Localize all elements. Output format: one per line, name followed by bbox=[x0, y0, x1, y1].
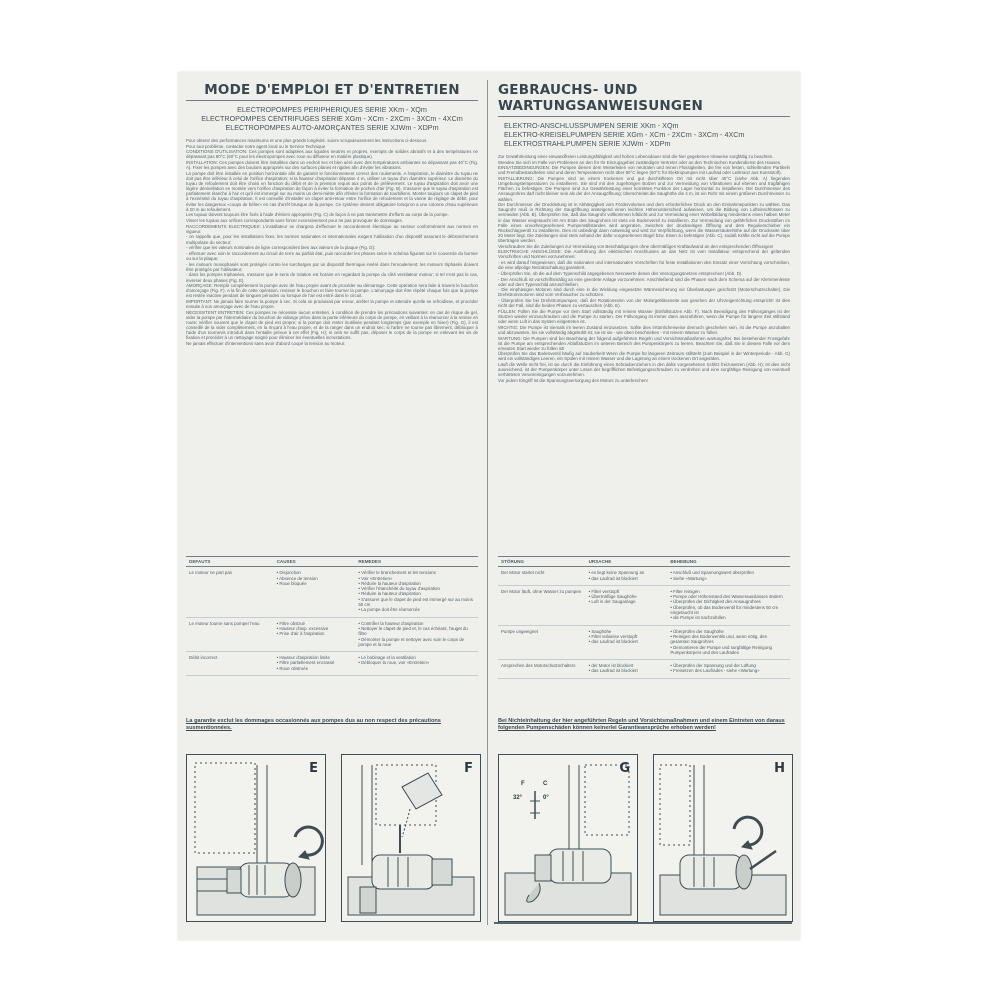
instruction-paragraph: CONDITIONS D'UTILISATION: Ces pompes sont adaptées aux liquides neutres et propres, exempts de solides abrasifs et à des températures ne dépassant pas 80°C (60°C pour les électropompes avec roue ou diffuseur en matière plastique). bbox=[186, 149, 478, 160]
fault-cell: Der Motor startet nicht bbox=[498, 567, 586, 586]
table-row bbox=[498, 585, 790, 625]
figure-f-panel bbox=[341, 754, 481, 922]
french-title: MODE D'EMPLOI ET D'ENTRETIEN bbox=[204, 82, 460, 98]
german-subtitle-2: ELEKTRO-KREISELPUMPEN SERIE XGm - XCm - 2XCm - 3XCm - 4XCm bbox=[504, 130, 745, 139]
german-subtitle-3: ELEKTROSTRAHLPUMPEN SERIE XJWm - XDPm bbox=[504, 139, 671, 148]
instruction-paragraph: RACCORDEMENTS ELECTRIQUES: L'installateur se chargera d'effectuer le raccordement électrique au secteur conformément aux normes en vigueur. bbox=[186, 223, 478, 234]
instruction-paragraph: INSTALLATION: Ces pompes doivent être installées dans un endroit sec et bien aéré avec des températures ambiantes ne dépassant pas 40°C (Fig. A). Fixer les pompes avec des boulons appropriés sur des surfaces planes et rigides afin d'éviter les vibrations. bbox=[186, 160, 478, 171]
table-row bbox=[186, 567, 478, 617]
french-subtitle-2: ELECTROPOMPES CENTRIFUGES SERIE XGm - XCm - 2XCm - 3XCm - 4XCm bbox=[201, 114, 463, 123]
figure-label: E bbox=[309, 761, 318, 776]
instruction-paragraph: - on rappelle que, pour les installations fixes, les normes nationales et internationales exigent l'utilisation d'un dispositif assurant le débranchement multipolaire du secteur; bbox=[186, 234, 478, 245]
instruction-paragraph: Verschrauben Sie die Zuleitungen zur Vermeidung von Beschädigungen ohne übermäßigen Kraftaufwand an den entsprechenden Öffnungen! bbox=[498, 243, 774, 249]
winter-draining-illustration bbox=[499, 755, 637, 921]
french-column bbox=[186, 82, 478, 347]
instruction-paragraph: - Der Anschluß ist vorschriftsmäßig an eine geerdete Anlage vorzunehmen. Anschließend sind die Phasen nach dem Schema auf der Klemmenleiste oder auf dem Typenschild anzuschließen. bbox=[498, 276, 790, 287]
figure-g-panel bbox=[498, 754, 638, 922]
german-title: GEBRAUCHS- UND WARTUNGSANWEISUNGEN bbox=[498, 82, 704, 114]
german-warranty-warning: Bei Nichteinhaltung der hier angeführten Regeln und Vorsichtsmaßnahmen und einem Eintreten von daraus folgenden Pumpenschäden können keinerlei Garantieansprüche erhoben werden! bbox=[498, 718, 785, 731]
instruction-paragraph: Läuft die Welle nicht frei, ist sie durch die Einführung eines Schraubenziehers in den dafür vorgesehenen Schlitz freizusetzen (Abb. H); ist dies nicht ausreichend, ist der Pumpenkörper unter Lösen der begrifflichen Befestigungsschrauben zu verdrehen und eine sorgfältige Reinigung von eventuell verhärteten Verunreinigungen vorzunehmen. bbox=[498, 362, 790, 378]
rotation-direction-illustration bbox=[187, 755, 325, 921]
german-subtitle-1: ELEKTRO-ANSCHLUSSPUMPEN SERIE XKm - XQm bbox=[504, 121, 679, 130]
instruction-paragraph: Les tuyaux doivent toujours être fixés à l'aide d'étriers appropriés (Fig. C) de façon à ne pas transmettre d'efforts au corps de la pompe. bbox=[186, 212, 449, 218]
french-instructions-body bbox=[186, 138, 478, 346]
temperature-32-label: 32° bbox=[513, 795, 523, 801]
instruction-paragraph: Wenden Sie sich im Falle von Problemen an den für Ihr Einzugsgebiet zuständigen Vertreter oder an den Technischen Kundendienst des Hauses. bbox=[498, 159, 782, 165]
instruction-paragraph: - vérifier que les valeurs nominales de ligne correspondent bien aux valeurs de la plaque (Fig. D); bbox=[186, 245, 376, 251]
table-row bbox=[186, 652, 478, 676]
celsius-label: C bbox=[543, 781, 548, 787]
instruction-paragraph: INSTALLIERUNG: Die Pumpen sind an einem trockenen und gut durchlüfteten Ort mit nicht über 40°C (siehe Abb. A) liegenden Umgebungstemperaturen zu installieren. Sie sind mit den zugehörigen Bolzen und zur Vermeidung von Vibrationen auf ebenen und tragfähigen Flächen zu befestigen. Die Pumpen sind zur Gewährleistung einer korrekten Funktion der Lager horizontal zu installieren. Der Durchmesser des Ansaugrohres darf nicht kleiner sein als der der Ansaugöffnung; überschreitet die Saughöhe die 4 m, ist ein Rohr mit einem größeren Durchmesser zu wählen. bbox=[498, 176, 790, 202]
german-column bbox=[498, 82, 790, 384]
instruction-paragraph: La pompe doit être installée en position horizontale afin de garantir le fonctionnement correct des roulements. A l'aspiration, le diamètre du tuyau ne doit pas être inférieur à celui de l'orifice d'aspiration; si la hauteur d'aspiration dépasse 4 m, utiliser un tuyau d'un diamètre supérieur. Le diamètre du tuyau de refoulement doit être choisi en fonction du débit et de la pression requis aux points de prélèvement. Le tuyau d'aspiration doit avoir une légère dénivellation en montée vers l'orifice d'aspiration de façon à éviter la formation de poches d'air (Fig. B). S'assurer que le tuyau d'aspiration est parfaitement étanche à l'air et qu'il est immergé sur au moins un demi-mètre afin d'éviter la formation de tourbillons. Monter toujours un clapet de pied à l'extrémité du tuyau d'aspiration. Il est conseillé d'installer un clapet anti-retour entre l'orifice de refoulement et la vanne de réglage de débit, pour éviter les dangereux «coups de bélier» en cas d'arrêt brusque de la pompe. Ce système devient obligatoire lorsqu'on a une colonne d'eau supérieure à 20 m au refoulement. bbox=[186, 170, 478, 212]
instruction-paragraph: - Überprüfen Sie bei Drehstrompumpen, daß der Rotationssinn von der Motorgebläseseite aus gesehen der Uhrzeigerrichtung entspricht! Ist dies nicht der Fall, sind die beiden Phasen zu vertauschen (Abb. E). bbox=[498, 298, 790, 309]
instruction-paragraph: Vor jedem Eingriff ist die Spannungsversorgung des Motors zu unterbrechen! bbox=[498, 378, 648, 384]
cause-cell: • Disjonction • Absence de tension • Roue bloquée bbox=[274, 567, 356, 617]
cause-cell: • Saughöhe • Filter teilweise verstopft • das Laufrad ist blockiert bbox=[586, 625, 668, 659]
instruction-paragraph: ELEKTRISCHE ANSCHLÜSSE: Die Ausführung des elektrischen Anschlusses an das Netz ist vom Installateur entsprechend der geltenden Vorschriften und Normen vorzunehmen: bbox=[498, 249, 790, 260]
shaft-unblocking-illustration bbox=[654, 755, 792, 921]
german-troubleshooting-table bbox=[498, 556, 790, 679]
remedy-cell: • Contrôler la hauteur d'aspiration • Nettoyer le clapet de pied et, le cas échéant, l'auget du filtre • Démonter la pompe et nettoyer avec soin le corps de pompe et la roue bbox=[355, 617, 478, 651]
cause-cell: • es liegt keine Spannung an • das Laufrad ist blockiert bbox=[586, 567, 668, 586]
remedy-cell: • Le bobinage et la ventilation • Débloquer la roue, voir «Entretien» bbox=[355, 652, 478, 676]
bottom-rule bbox=[494, 922, 792, 924]
instruction-paragraph: - dans les pompes triphasées, s'assurer que le sens de rotation est horaire en regardant la pompe du côté ventilateur moteur; si tel n'est pas le cas, inverser deux phases (Fig. E). bbox=[186, 272, 478, 283]
remedy-cell: • Überprüfen der Saughöhe • Reinigen des Bodenventils und, wenn nötig, des gesamten Saugrohres • Demontieren der Pumpe und sorgfältige Reinigung Pumpenkörpers und des Laufrades bbox=[667, 625, 790, 659]
instruction-paragraph: - es wird darauf hingewiesen, daß die nationalen und internationalen Vorschriften für feste Installationen den Einsatz einer Vorrichtung vorschreiben, die eine allpolige Netzabschaltung garantiert. bbox=[498, 260, 790, 271]
remedy-cell: • Filter reinigen • Pumpe oder Höhenstand des Wasserausslasses ändern • Überprüfen der Dichtigkeit des Ansaugrohres • Überprüfen, ob das Bodenventil für mindestens 50 cm eingetaucht ist • die Pumpe ist nachzufüllen bbox=[667, 585, 790, 625]
table-header: CAUSES bbox=[274, 557, 356, 567]
fahrenheit-label: F bbox=[521, 781, 525, 787]
column-divider bbox=[487, 80, 488, 925]
fault-cell: Débit incorrect bbox=[186, 652, 274, 676]
fault-cell: Der Motor läuft, ohne Wasser zu pumpen bbox=[498, 585, 586, 625]
french-troubleshooting-table bbox=[186, 556, 478, 676]
table-header: DEFAUTS bbox=[186, 557, 274, 567]
instruction-paragraph: WICHTIG: Die Pumpe ist niemals im leeren Zustand einzusetzen. Sollte dies irrtümlicherweise dennoch geschehen sein, ist die Pumpe anzuhalten und abzuwarten, bis sie vollständig abgekühlt ist; sie ist sie - wie oben beschrieben - mit reinem Wasser zu füllen. bbox=[498, 324, 790, 335]
figure-label: G bbox=[619, 761, 630, 776]
figure-e-panel bbox=[186, 754, 326, 922]
french-subtitle-3: ELECTROPOMPES AUTO-AMORÇANTES SERIE XJWm - XDPm bbox=[225, 123, 439, 132]
table-header: STÖRUNG bbox=[498, 557, 586, 567]
fault-cell: Le moteur ne part pas bbox=[186, 567, 274, 617]
instruction-paragraph: AMORÇAGE: Remplir complètement la pompe avec de l'eau propre avant de procéder au démarrage. Cette opération sera faite à travers le bouchon d'amorçage (Fig. F). A la fin de cette opération, revisser le bouchon et faire tourner la pompe. L'amorçage doit être répété chaque fois que la pompe est restée inactive pendant de longues périodes ou lorsque de l'air est entré dans le circuit. bbox=[186, 283, 478, 299]
instruction-paragraph: WARTUNG: Die Pumpen sind bei Beachtung der folgend aufgeführten Regeln und Vorsichtsmaßnahmen wartungsfrei: Bei bestehender Frostgefahr ist die Pumpe am entsprechenden Ablaßstutzen im unteren Bereich des Pumpenkörpers zu leeren. Beachten Sie, daß Sie in diesem Falle vor dem erneuten Start wieder zu füllen ist! bbox=[498, 335, 790, 351]
priming-illustration bbox=[342, 755, 480, 921]
instruction-paragraph: - Überprüfen Sie, ob die auf dem Typenschild angegebenen Nennwerte denen des Versorgungsnetzes entsprechen! (Abb. D) bbox=[498, 270, 742, 276]
remedy-cell: • Überprüfen der Spannung und der Lüftung • Freisetzen des Laufrades - siehe «Wartung» bbox=[667, 660, 790, 679]
remedy-cell: • Anschluß und Spannungswert überprüfen • Siehe «Wartung» bbox=[667, 567, 790, 586]
title-rule bbox=[186, 100, 478, 101]
table-row bbox=[186, 617, 478, 651]
fault-cell: Ansprechen des Motorschutzschalters bbox=[498, 660, 586, 679]
instruction-paragraph: Zur Gewährleistung einer einwandfreien Leistungsfähigkeit und hohen Lebensdauer sind die hier gegebenen Hinweise sorgfältig zu beachten. bbox=[498, 154, 774, 159]
instruction-paragraph: FÜLLEN: Füllen Sie die Pumpe vor dem Start vollständig mit reinem Wasser (Einfüllstutzen Abb. F). Nach Beendigung des Füllvorganges ist der Stutzen wieder einzuschrauben und die Pumpe zu starten. Der Füllvorgang ist immer dann auszuführen, wenn die Pumpe für längere Zeit stillstand oder wenn Luft in das System eingetreten ist. bbox=[498, 308, 790, 325]
instruction-paragraph: EINSATZBEDINGUNGEN: Die Pumpen dienen dem Weiterleiten von neutralen und reinen Flüssigkeiten, die frei von festen, schleifenden Partikeln und Fremdbestandteilen sind und deren Temperaturen nicht über 80°C liegen (60°C für Elektropumpen mit Laufrad oder Leitkranz aus Kunststoff). bbox=[498, 165, 790, 176]
cause-cell: • Filtre obstrué • Hauteur d'asp. excessive • Prise d'air à l'aspiration bbox=[274, 617, 356, 651]
figure-h-panel bbox=[653, 754, 793, 922]
instruction-paragraph: Der Durchmesser der Druckleitung ist in Abhängigkeit vom Fördervolumen und dem erforderlichen Druck an den Entnahmepunkten zu wählen. Das Saugrohr muß in Richtung der Saugöffnung ansteigend einen leichten Höhenunterschied aufweisen, um die Bildung von Lufteinschlüssen zu vermeiden (Abb. B). Überprüfen Sie, daß das Saugrohr vollkommen luftdicht und zur Vermeidung einer Wirbelbildung mindestens einen halben Meter in das Wasser eingetaucht ist! Am Ende des Saugrohres ist stets ein Bodenventil zu installieren. Zur Vermeidung von gefährlichen Druckstößen im Falle eines unvorhergesehenen Pumpenstillstandes wird angeraten, zwischen der druckseitigen Öffnung und dem Regulierschieber ein Rückschlagventil zu installieren. Dies ist unbedingt dann notwendig und wird zur Verpflichtung, wenn die Wassersäulenhöhe auf der Druckseite über 20 Meter liegt. Die Zuleitungen sind stets anhand der dafür vorgesehenen Bügel bzw. Eisen zu befestigen (Abb. C), sodaß Kräfte nicht auf die Pumpe übertragen werden. bbox=[498, 202, 790, 243]
fault-cell: Pumpe ungeeignet bbox=[498, 625, 586, 659]
figure-label: H bbox=[774, 761, 785, 776]
instruction-sheet bbox=[178, 72, 800, 940]
french-subtitle-1: ELECTROPOMPES PERIPHERIQUES SERIE XKm - XQm bbox=[237, 105, 427, 114]
instruction-paragraph: Pour tout problème, contacter notre agent local ou le Service Technique bbox=[186, 143, 326, 149]
instruction-paragraph: - effectuer avec soin le raccordement au circuit de terre au parfait état, puis raccorder les phases selon le schéma figurant sur le couvercle du bornier ou sur la plaque; bbox=[186, 250, 478, 261]
cause-cell: • der Motor ist blockiert • das Laufrad ist blockiert bbox=[586, 660, 668, 679]
temperature-0-label: 0° bbox=[543, 795, 549, 801]
german-instructions-body bbox=[498, 154, 790, 383]
table-header: REMEDES bbox=[355, 557, 478, 567]
instruction-paragraph: IMPORTANT: Ne jamais faire tourner la pompe à sec. Si cela se produisait par erreur, arrêter la pompe et attendre qu'elle se refroidisse, et procéder ensuite à son amorçage avec de l'eau propre. bbox=[186, 299, 478, 310]
instruction-paragraph: Überprüfen Sie das Bodenventil häufig auf Sauberkeit! Wenn die Pumpe für längeren Zeitraum stillsteht (zum Beispiel in der Winterperiode - Abb. G) wird ein vollständiges Leeren, ein Spülen mit reinem Wasser und die Lagerung an einem trockenen Ort angeraten. bbox=[498, 351, 790, 362]
instruction-paragraph: Ne jamais effectuer d'interventions sans avoir d'abord coupé la tension au moteur. bbox=[186, 341, 346, 347]
instruction-paragraph: - Die einphasigen Motoren sind durch eine in die Wicklung eingesetzte Wärmesicherung vor Überlastungen geschützt (Motorschutzschalter). Die Drehstrommotoren sind vom Verbraucher zu schützen. bbox=[498, 287, 790, 298]
instruction-paragraph: Visser les tuyaux aux orifices correspondants sans forcer excessivement pour ne pas provoquer de dommages. bbox=[186, 217, 403, 223]
title-rule bbox=[498, 116, 790, 117]
cause-cell: • Hauteur d'aspiration limite • Filtre partiellement encrassé • Roue obstruée bbox=[274, 652, 356, 676]
fault-cell: Le moteur tourne sans pomper l'eau bbox=[186, 617, 274, 651]
remedy-cell: • Vérifier le branchement et les tensions • Voir «Entretien» • Réduire la hauteur d'aspiration • Vérifier l'étanchéité du tuyau d'aspiration • Réduire la hauteur d'aspiration • S'assurer que le clapet de pied est immergé sur au moins 50 cm • La pompe doit être réamorcée bbox=[355, 567, 478, 617]
figure-label: F bbox=[464, 761, 473, 776]
instruction-paragraph: NECESSITENT ENTRETIEN: Ces pompes ne nécessite aucun entretien, à condition de prendre les précautions suivantes: en cas de risque de gel, vider la pompe par l'intermédiaire du bouchon de vidange prévu dans la partie inférieure du corps de pompe, en veillant à la réamorcer à la remise en route; vérifier souvent que le clapet de pied est propre; si la pompe doit rester inutilisée pendant longtemps (par exemple en hiver) (Fig. G), il est conseillé de la vider complètement, en la rinçant à l'eau propre, et de la ranger dans un endroit sec; si l'arbre ne tourne pas librement, débloquer à l'aide d'un tournevis introduit dans l'entaille prévue à cet effet (Fig. H); si cela ne suffit pas, déposer le corps de la pompe en enlevant les vis de fixation et procéder à un nettoyage soigné pour éliminer les éventuelles incrustations. bbox=[186, 309, 478, 341]
cause-cell: • Filter verstopft • Übermäßige Saughöhe • Luft in der Sauganlage bbox=[586, 585, 668, 625]
table-row bbox=[498, 567, 790, 586]
instruction-paragraph: - les moteurs monophasés sont protégés contre les surcharges par un dispositif thermique inséré dans l'enroulement; les moteurs triphasés doivent être protégés par l'utilisateur; bbox=[186, 261, 478, 272]
instruction-paragraph: Pour obtenir des performances maximums et une plus grands longévité, suivre scrupuleusement les instructions ci-dessous. bbox=[186, 138, 428, 143]
table-row bbox=[498, 625, 790, 659]
table-header: URSACHE bbox=[586, 557, 668, 567]
table-header: BEHEBUNG bbox=[667, 557, 790, 567]
french-warranty-warning: La garantie exclut les dommages occasionnés aux pompes dus au non respect des précautions susmentionnées. bbox=[186, 718, 441, 731]
table-row bbox=[498, 660, 790, 679]
